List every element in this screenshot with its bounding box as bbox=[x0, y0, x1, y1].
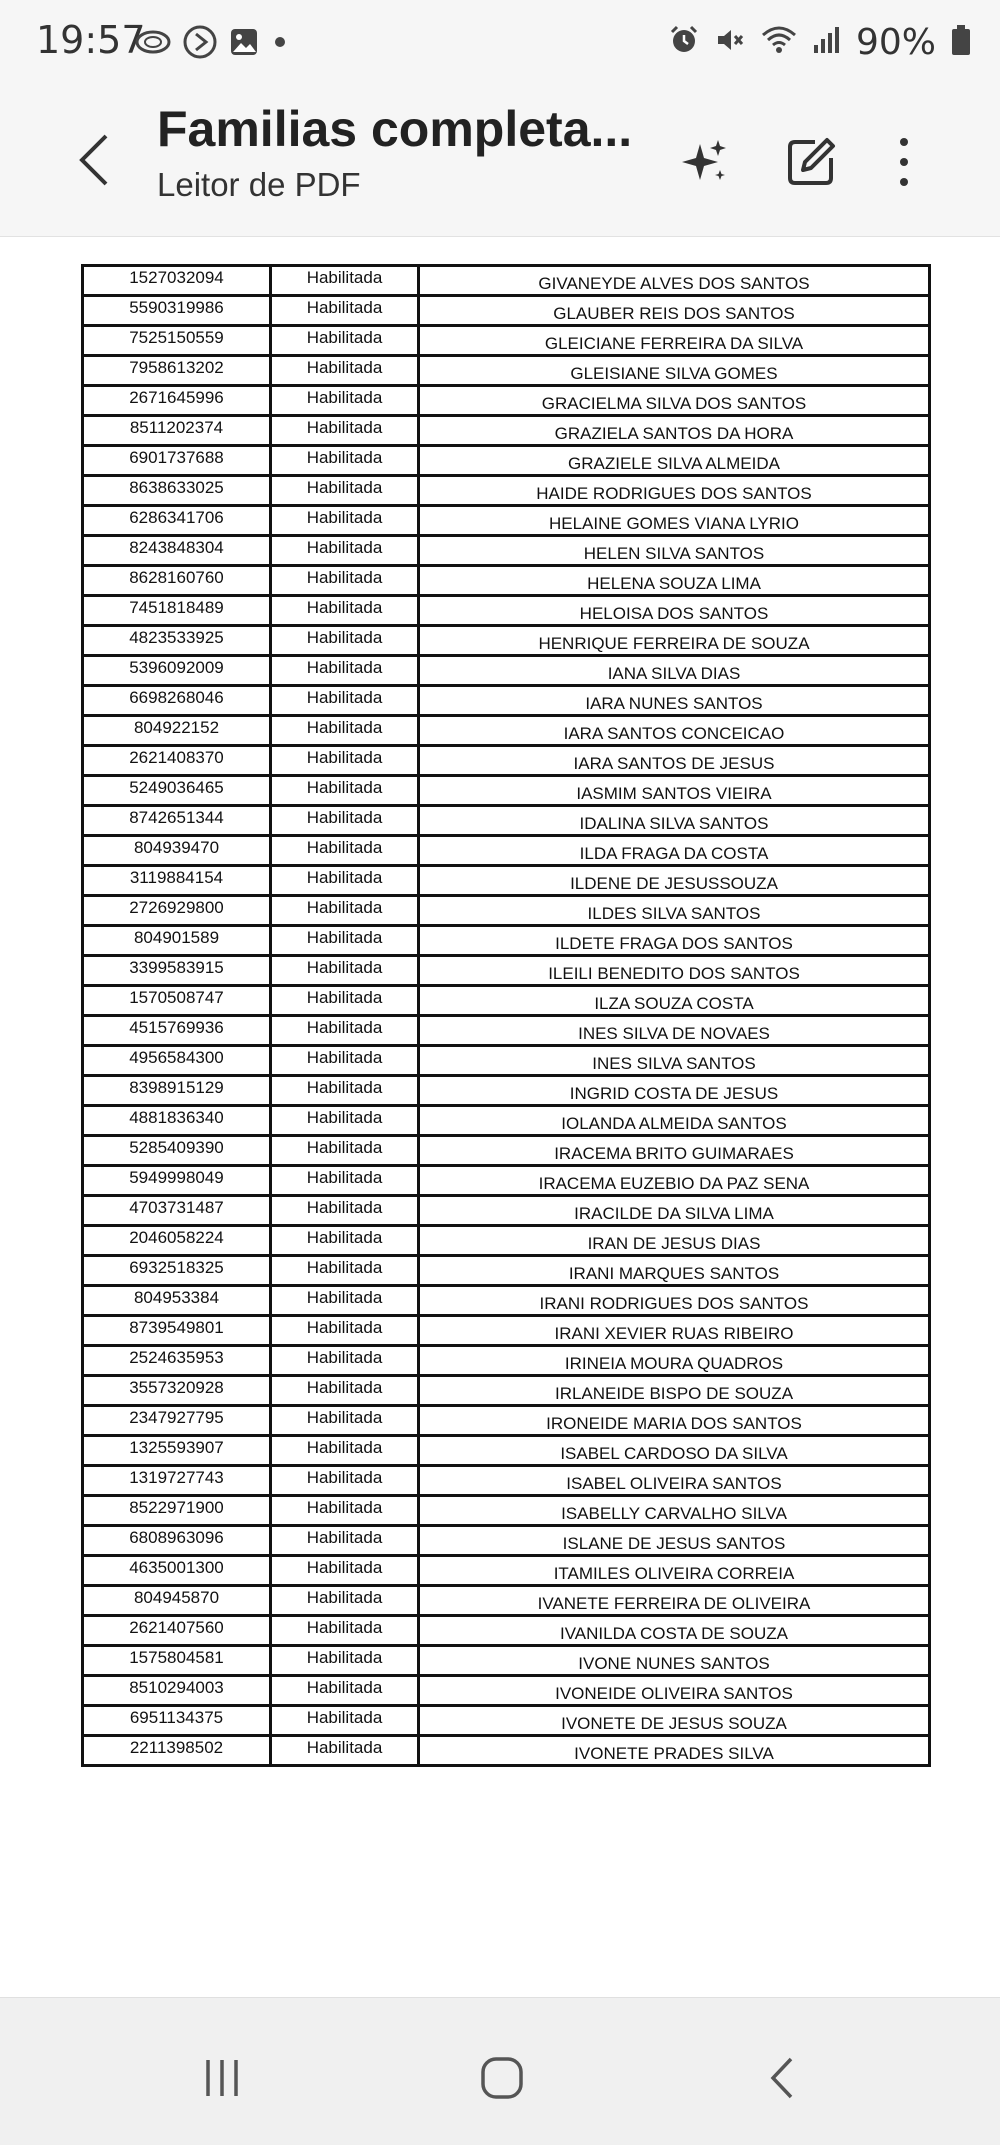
status-system-icons bbox=[668, 18, 972, 66]
edit-icon bbox=[785, 136, 837, 188]
status-cell: Habilitada bbox=[271, 956, 419, 986]
back-arrow-icon bbox=[74, 130, 114, 190]
table-row bbox=[83, 476, 930, 506]
nis-cell: 2726929800 bbox=[83, 896, 271, 926]
system-back-button[interactable] bbox=[742, 2038, 822, 2118]
nis-cell: 2524635953 bbox=[83, 1346, 271, 1376]
name-cell: INGRID COSTA DE JESUS bbox=[419, 1076, 930, 1106]
name-cell: HELOISA DOS SANTOS bbox=[419, 596, 930, 626]
nis-cell: 8742651344 bbox=[83, 806, 271, 836]
name-cell: GLAUBER REIS DOS SANTOS bbox=[419, 296, 930, 326]
table-row bbox=[83, 1616, 930, 1646]
status-cell: Habilitada bbox=[271, 1406, 419, 1436]
table-row bbox=[83, 1226, 930, 1256]
status-cell: Habilitada bbox=[271, 626, 419, 656]
name-cell: ILDETE FRAGA DOS SANTOS bbox=[419, 926, 930, 956]
status-cell: Habilitada bbox=[271, 1136, 419, 1166]
name-cell: IRACILDE DA SILVA LIMA bbox=[419, 1196, 930, 1226]
nis-cell: 2621407560 bbox=[83, 1616, 271, 1646]
name-cell: HELAINE GOMES VIANA LYRIO bbox=[419, 506, 930, 536]
status-cell: Habilitada bbox=[271, 1676, 419, 1706]
table-row bbox=[83, 776, 930, 806]
recent-apps-icon bbox=[200, 2056, 244, 2100]
name-cell: IRANI RODRIGUES DOS SANTOS bbox=[419, 1286, 930, 1316]
name-cell: IVANETE FERREIRA DE OLIVEIRA bbox=[419, 1586, 930, 1616]
name-cell: IVONEIDE OLIVEIRA SANTOS bbox=[419, 1676, 930, 1706]
nis-cell: 804945870 bbox=[83, 1586, 271, 1616]
name-cell: IARA SANTOS DE JESUS bbox=[419, 746, 930, 776]
nis-cell: 8243848304 bbox=[83, 536, 271, 566]
table-row bbox=[83, 1316, 930, 1346]
name-cell: IDALINA SILVA SANTOS bbox=[419, 806, 930, 836]
nis-cell: 6808963096 bbox=[83, 1526, 271, 1556]
name-cell: IRINEIA MOURA QUADROS bbox=[419, 1346, 930, 1376]
status-cell: Habilitada bbox=[271, 1256, 419, 1286]
status-cell: Habilitada bbox=[271, 1616, 419, 1646]
table-row bbox=[83, 806, 930, 836]
table-row bbox=[83, 1586, 930, 1616]
nis-cell: 6698268046 bbox=[83, 686, 271, 716]
status-cell: Habilitada bbox=[271, 266, 419, 296]
status-cell: Habilitada bbox=[271, 1046, 419, 1076]
table-row bbox=[83, 326, 930, 356]
name-cell: ISABELLY CARVALHO SILVA bbox=[419, 1496, 930, 1526]
status-cell: Habilitada bbox=[271, 416, 419, 446]
status-cell: Habilitada bbox=[271, 1226, 419, 1256]
status-cell: Habilitada bbox=[271, 1346, 419, 1376]
name-cell: GRACIELMA SILVA DOS SANTOS bbox=[419, 386, 930, 416]
status-cell: Habilitada bbox=[271, 1736, 419, 1766]
name-cell: IOLANDA ALMEIDA SANTOS bbox=[419, 1106, 930, 1136]
name-cell: IVANILDA COSTA DE SOUZA bbox=[419, 1616, 930, 1646]
name-cell: IANA SILVA DIAS bbox=[419, 656, 930, 686]
nis-cell: 1575804581 bbox=[83, 1646, 271, 1676]
mute-icon bbox=[714, 24, 746, 61]
nis-cell: 2621408370 bbox=[83, 746, 271, 776]
status-bar bbox=[0, 0, 1000, 84]
name-cell: GRAZIELE SILVA ALMEIDA bbox=[419, 446, 930, 476]
table-row bbox=[83, 896, 930, 926]
status-cell: Habilitada bbox=[271, 1286, 419, 1316]
table-row bbox=[83, 656, 930, 686]
battery-icon bbox=[950, 24, 972, 61]
table-row bbox=[83, 986, 930, 1016]
name-cell: ISABEL CARDOSO DA SILVA bbox=[419, 1436, 930, 1466]
nis-cell: 5396092009 bbox=[83, 656, 271, 686]
recent-apps-button[interactable] bbox=[182, 2038, 262, 2118]
nis-cell: 8398915129 bbox=[83, 1076, 271, 1106]
status-cell: Habilitada bbox=[271, 1166, 419, 1196]
name-cell: GRAZIELA SANTOS DA HORA bbox=[419, 416, 930, 446]
name-cell: ILDES SILVA SANTOS bbox=[419, 896, 930, 926]
name-cell: IARA SANTOS CONCEICAO bbox=[419, 716, 930, 746]
nis-cell: 804922152 bbox=[83, 716, 271, 746]
table-row bbox=[83, 446, 930, 476]
cloud-icon bbox=[134, 27, 172, 62]
nis-cell: 3399583915 bbox=[83, 956, 271, 986]
name-cell: IVONETE PRADES SILVA bbox=[419, 1736, 930, 1766]
navigation-bar bbox=[0, 1997, 1000, 2145]
nis-cell: 4881836340 bbox=[83, 1106, 271, 1136]
nis-cell: 7525150559 bbox=[83, 326, 271, 356]
nis-cell: 804953384 bbox=[83, 1286, 271, 1316]
table-row bbox=[83, 1496, 930, 1526]
table-row bbox=[83, 296, 930, 326]
nis-cell: 2046058224 bbox=[83, 1226, 271, 1256]
ai-assist-button[interactable] bbox=[666, 122, 746, 202]
nis-cell: 7451818489 bbox=[83, 596, 271, 626]
table-row bbox=[83, 1136, 930, 1166]
nis-cell: 8511202374 bbox=[83, 416, 271, 446]
name-cell: ILDENE DE JESUSSOUZA bbox=[419, 866, 930, 896]
table-row bbox=[83, 1436, 930, 1466]
name-cell: IRANI MARQUES SANTOS bbox=[419, 1256, 930, 1286]
table-row bbox=[83, 416, 930, 446]
status-time: 19:57 bbox=[36, 18, 146, 62]
name-cell: ILZA SOUZA COSTA bbox=[419, 986, 930, 1016]
table-row bbox=[83, 1376, 930, 1406]
document-subtitle: Leitor de PDF bbox=[157, 166, 361, 203]
nis-cell: 7958613202 bbox=[83, 356, 271, 386]
status-cell: Habilitada bbox=[271, 1376, 419, 1406]
name-cell: IRANI XEVIER RUAS RIBEIRO bbox=[419, 1316, 930, 1346]
nis-cell: 2211398502 bbox=[83, 1736, 271, 1766]
nis-cell: 8522971900 bbox=[83, 1496, 271, 1526]
nis-cell: 5949998049 bbox=[83, 1166, 271, 1196]
nis-cell: 4703731487 bbox=[83, 1196, 271, 1226]
nis-cell: 5285409390 bbox=[83, 1136, 271, 1166]
name-cell: IRLANEIDE BISPO DE SOUZA bbox=[419, 1376, 930, 1406]
nis-cell: 8510294003 bbox=[83, 1676, 271, 1706]
table-row bbox=[83, 1196, 930, 1226]
table-row bbox=[83, 1466, 930, 1496]
back-icon bbox=[767, 2055, 797, 2101]
table-row bbox=[83, 956, 930, 986]
nis-cell: 6932518325 bbox=[83, 1256, 271, 1286]
table-row bbox=[83, 626, 930, 656]
nis-cell: 1325593907 bbox=[83, 1436, 271, 1466]
name-cell: GIVANEYDE ALVES DOS SANTOS bbox=[419, 266, 930, 296]
table-row bbox=[83, 506, 930, 536]
back-button[interactable] bbox=[66, 122, 122, 198]
nis-cell: 6901737688 bbox=[83, 446, 271, 476]
table-row bbox=[83, 1166, 930, 1196]
table-row bbox=[83, 1406, 930, 1436]
status-cell: Habilitada bbox=[271, 596, 419, 626]
name-cell: ILDA FRAGA DA COSTA bbox=[419, 836, 930, 866]
beneficiary-table bbox=[81, 264, 931, 1767]
name-cell: IRONEIDE MARIA DOS SANTOS bbox=[419, 1406, 930, 1436]
document-title: Familias completa... bbox=[157, 101, 633, 157]
status-cell: Habilitada bbox=[271, 506, 419, 536]
status-cell: Habilitada bbox=[271, 1646, 419, 1676]
home-button[interactable] bbox=[462, 2038, 542, 2118]
name-cell: ISABEL OLIVEIRA SANTOS bbox=[419, 1466, 930, 1496]
table-row bbox=[83, 1646, 930, 1676]
status-cell: Habilitada bbox=[271, 1496, 419, 1526]
table-row bbox=[83, 1016, 930, 1046]
wifi-icon bbox=[760, 24, 798, 61]
nis-cell: 4823533925 bbox=[83, 626, 271, 656]
status-cell: Habilitada bbox=[271, 1466, 419, 1496]
name-cell: INES SILVA DE NOVAES bbox=[419, 1016, 930, 1046]
table-row bbox=[83, 686, 930, 716]
status-cell: Habilitada bbox=[271, 296, 419, 326]
nis-cell: 2347927795 bbox=[83, 1406, 271, 1436]
nis-cell: 4515769936 bbox=[83, 1016, 271, 1046]
name-cell: IARA NUNES SANTOS bbox=[419, 686, 930, 716]
table-row bbox=[83, 1736, 930, 1766]
name-cell: GLEISIANE SILVA GOMES bbox=[419, 356, 930, 386]
nis-cell: 4635001300 bbox=[83, 1556, 271, 1586]
status-cell: Habilitada bbox=[271, 1526, 419, 1556]
table-body bbox=[83, 266, 930, 1766]
name-cell: GLEICIANE FERREIRA DA SILVA bbox=[419, 326, 930, 356]
edit-button[interactable] bbox=[771, 122, 851, 202]
table-row bbox=[83, 1526, 930, 1556]
table-row bbox=[83, 836, 930, 866]
table-row bbox=[83, 356, 930, 386]
name-cell: INES SILVA SANTOS bbox=[419, 1046, 930, 1076]
status-notification-icons bbox=[134, 24, 290, 64]
nis-cell: 5590319986 bbox=[83, 296, 271, 326]
status-cell: Habilitada bbox=[271, 686, 419, 716]
status-cell: Habilitada bbox=[271, 926, 419, 956]
name-cell: HELENA SOUZA LIMA bbox=[419, 566, 930, 596]
nis-cell: 2671645996 bbox=[83, 386, 271, 416]
home-icon bbox=[479, 2055, 525, 2101]
status-cell: Habilitada bbox=[271, 1106, 419, 1136]
status-cell: Habilitada bbox=[271, 326, 419, 356]
status-cell: Habilitada bbox=[271, 806, 419, 836]
play-circle-icon bbox=[182, 24, 218, 65]
table-row bbox=[83, 1556, 930, 1586]
name-cell: IVONETE DE JESUS SOUZA bbox=[419, 1706, 930, 1736]
status-cell: Habilitada bbox=[271, 1316, 419, 1346]
status-cell: Habilitada bbox=[271, 896, 419, 926]
nis-cell: 804939470 bbox=[83, 836, 271, 866]
name-cell: ITAMILES OLIVEIRA CORREIA bbox=[419, 1556, 930, 1586]
image-icon bbox=[228, 26, 260, 63]
status-cell: Habilitada bbox=[271, 866, 419, 896]
status-cell: Habilitada bbox=[271, 356, 419, 386]
nis-cell: 5249036465 bbox=[83, 776, 271, 806]
table-row bbox=[83, 596, 930, 626]
status-cell: Habilitada bbox=[271, 836, 419, 866]
battery-percent: 90% bbox=[855, 21, 936, 63]
name-cell: IRACEMA EUZEBIO DA PAZ SENA bbox=[419, 1166, 930, 1196]
name-cell: IRAN DE JESUS DIAS bbox=[419, 1226, 930, 1256]
name-cell: HENRIQUE FERREIRA DE SOUZA bbox=[419, 626, 930, 656]
nis-cell: 1319727743 bbox=[83, 1466, 271, 1496]
status-cell: Habilitada bbox=[271, 1706, 419, 1736]
table-row bbox=[83, 536, 930, 566]
nis-cell: 804901589 bbox=[83, 926, 271, 956]
table-row bbox=[83, 386, 930, 416]
status-cell: Habilitada bbox=[271, 1076, 419, 1106]
table-row bbox=[83, 1076, 930, 1106]
more-options-button[interactable] bbox=[864, 122, 944, 202]
nis-cell: 6951134375 bbox=[83, 1706, 271, 1736]
dot-icon bbox=[270, 32, 290, 57]
status-cell: Habilitada bbox=[271, 716, 419, 746]
nis-cell: 4956584300 bbox=[83, 1046, 271, 1076]
table-row bbox=[83, 1286, 930, 1316]
name-cell: ISLANE DE JESUS SANTOS bbox=[419, 1526, 930, 1556]
table-row bbox=[83, 1706, 930, 1736]
pdf-viewer[interactable] bbox=[0, 237, 1000, 1997]
table-row bbox=[83, 746, 930, 776]
status-cell: Habilitada bbox=[271, 566, 419, 596]
nis-cell: 3119884154 bbox=[83, 866, 271, 896]
more-vertical-icon bbox=[894, 136, 914, 188]
name-cell: HELEN SILVA SANTOS bbox=[419, 536, 930, 566]
status-cell: Habilitada bbox=[271, 1016, 419, 1046]
nis-cell: 1570508747 bbox=[83, 986, 271, 1016]
name-cell: IRACEMA BRITO GUIMARAES bbox=[419, 1136, 930, 1166]
status-cell: Habilitada bbox=[271, 476, 419, 506]
table-row bbox=[83, 1046, 930, 1076]
status-cell: Habilitada bbox=[271, 776, 419, 806]
signal-icon bbox=[812, 25, 842, 60]
ai-sparkle-icon bbox=[680, 136, 732, 188]
status-cell: Habilitada bbox=[271, 1586, 419, 1616]
app-bar bbox=[0, 84, 1000, 237]
name-cell: IVONE NUNES SANTOS bbox=[419, 1646, 930, 1676]
name-cell: IASMIM SANTOS VIEIRA bbox=[419, 776, 930, 806]
nis-cell: 6286341706 bbox=[83, 506, 271, 536]
nis-cell: 8638633025 bbox=[83, 476, 271, 506]
table-row bbox=[83, 866, 930, 896]
status-cell: Habilitada bbox=[271, 656, 419, 686]
nis-cell: 8739549801 bbox=[83, 1316, 271, 1346]
name-cell: HAIDE RODRIGUES DOS SANTOS bbox=[419, 476, 930, 506]
status-cell: Habilitada bbox=[271, 536, 419, 566]
table-row bbox=[83, 926, 930, 956]
status-cell: Habilitada bbox=[271, 446, 419, 476]
status-cell: Habilitada bbox=[271, 986, 419, 1016]
nis-cell: 8628160760 bbox=[83, 566, 271, 596]
status-cell: Habilitada bbox=[271, 1196, 419, 1226]
table-row bbox=[83, 1256, 930, 1286]
table-row bbox=[83, 1106, 930, 1136]
status-cell: Habilitada bbox=[271, 1556, 419, 1586]
table-row bbox=[83, 1346, 930, 1376]
nis-cell: 3557320928 bbox=[83, 1376, 271, 1406]
nis-cell: 1527032094 bbox=[83, 266, 271, 296]
table-row bbox=[83, 1676, 930, 1706]
table-row bbox=[83, 266, 930, 296]
status-cell: Habilitada bbox=[271, 1436, 419, 1466]
alarm-icon bbox=[668, 24, 700, 61]
name-cell: ILEILI BENEDITO DOS SANTOS bbox=[419, 956, 930, 986]
status-cell: Habilitada bbox=[271, 746, 419, 776]
status-cell: Habilitada bbox=[271, 386, 419, 416]
table-row bbox=[83, 566, 930, 596]
table-row bbox=[83, 716, 930, 746]
